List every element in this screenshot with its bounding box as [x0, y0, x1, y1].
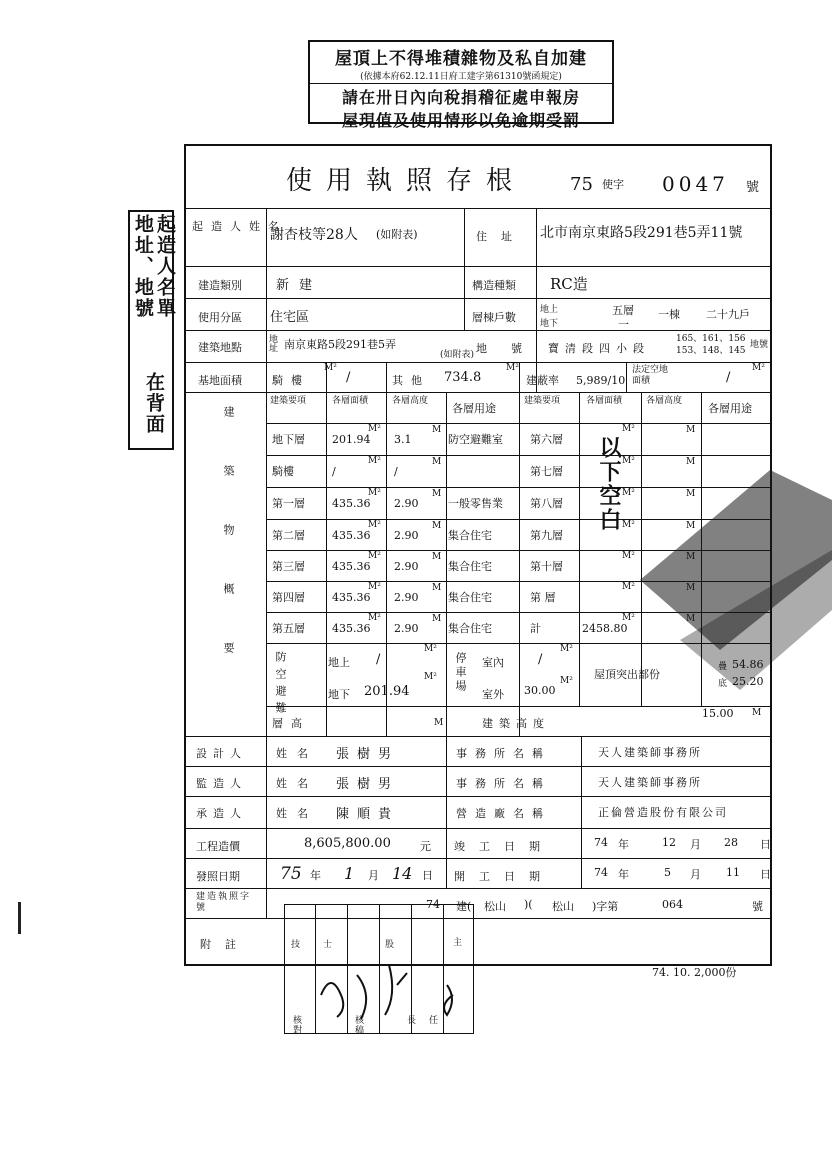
address-label: 住址: [476, 230, 526, 243]
permit-ref-mid: )(: [524, 898, 533, 911]
floor-right-area-unit: M²: [622, 488, 635, 498]
permit-ref-district1: 松山: [484, 900, 506, 913]
issue-year: 75: [280, 864, 302, 884]
stamp-label-b: 對: [293, 1026, 303, 1036]
floor-left-height-unit: M: [432, 521, 442, 531]
stamp-label-1: 技: [291, 940, 301, 950]
issue-m-unit: 月: [368, 869, 379, 882]
parking-outdoor-label: 室外: [482, 688, 504, 701]
person-name-label: 姓名: [276, 807, 318, 820]
applicant-note: (如附表): [376, 228, 418, 241]
floor-right-name: 計: [530, 622, 541, 635]
floors-up: 五層: [612, 304, 634, 317]
start-m-unit: 月: [690, 868, 701, 881]
floor-left-height-unit: M: [432, 614, 442, 624]
site-address: 南京東路5段291巷5弄: [284, 338, 396, 351]
shelter-below-value: 201.94: [364, 684, 410, 699]
floor-left-height: 3.1: [394, 433, 412, 446]
floor-right-height-unit: M: [686, 521, 696, 531]
floor-height-unit: M: [434, 718, 444, 728]
permit-ref-year: 74: [426, 898, 440, 911]
bldg-height-value: 15.00: [702, 707, 734, 720]
floor-left-area: 201.94: [332, 433, 371, 446]
permit-ref-district2: 松山: [552, 900, 574, 913]
notice-box: [308, 40, 614, 130]
permit-ref-number: 064: [662, 898, 683, 911]
zone-value: 住宅區: [270, 310, 310, 325]
floor-right-area-unit: M²: [622, 424, 635, 434]
completion-label: 竣工日期: [454, 840, 554, 853]
floor-left-height-unit: M: [432, 489, 442, 499]
applicant-name: 謝杏枝等28人: [270, 227, 358, 243]
floor-right-area-unit: M²: [622, 551, 635, 561]
building-section-label: 建築物概要: [222, 406, 235, 701]
bldg-height-label: 建築高度: [482, 717, 550, 730]
below-label: 地下: [540, 319, 559, 329]
other-label: 其他: [392, 374, 430, 387]
floor-right-area-unit: M²: [622, 582, 635, 592]
zone-label: 使用分區: [198, 311, 242, 324]
col-head-height: 各層高度: [392, 396, 429, 406]
permit-suffix: 號: [746, 180, 760, 195]
person-name-label: 姓名: [276, 747, 318, 760]
shelter-below-unit: M²: [424, 672, 437, 682]
start-day: 11: [726, 866, 740, 879]
stamp-label-6: 任: [429, 1016, 439, 1026]
floor-left-height-unit: M: [432, 583, 442, 593]
issue-day: 14: [392, 864, 413, 883]
other-value: 734.8: [444, 370, 482, 385]
floor-right-name: 第八層: [530, 497, 563, 510]
completion-month: 12: [662, 836, 676, 849]
floor-left-name: 地下層: [272, 433, 305, 446]
side-note-col1: 起造人名單: [154, 214, 176, 319]
floor-left-area: 435.36: [332, 529, 371, 542]
floor-right-height-unit: M: [686, 457, 696, 467]
roof-value-2: 25.20: [732, 675, 764, 688]
col-head-item-right: 建築要項: [524, 396, 561, 406]
floor-left-area-unit: M²: [368, 582, 381, 592]
handwritten-blank: 以下空白: [596, 436, 622, 532]
side-note-col3: 在背面: [143, 372, 165, 435]
shelter-below-label: 地下: [328, 688, 350, 701]
permit-year: 75: [570, 174, 593, 195]
type-label: 建造類別: [198, 279, 242, 292]
lot-label: 地號: [476, 342, 546, 355]
start-month: 5: [664, 866, 671, 879]
issue-label: 發照日期: [196, 870, 240, 883]
attach-label: 附註: [200, 938, 250, 951]
start-d-unit: 日: [760, 868, 771, 881]
site-note: (如附表): [440, 350, 475, 360]
shelter-above-value: /: [376, 652, 381, 667]
floor-right-name: 第 層: [530, 591, 556, 604]
stamp-label-5: 主: [453, 938, 463, 948]
open-label: 法定空地面積: [632, 365, 669, 386]
person-role: 監造人: [196, 777, 247, 790]
floors-down: 一: [618, 318, 629, 331]
permit-number: 0047: [662, 172, 729, 196]
above-label: 地上: [540, 305, 559, 315]
applicant-label: 起造人姓名: [192, 220, 287, 233]
parking-label: 停車場: [454, 652, 467, 694]
floor-left-area: 435.36: [332, 560, 371, 573]
lot-tail: 地號: [750, 340, 769, 350]
approval-stamp-block: [284, 904, 474, 1034]
lot-line-1: 165、161、156: [676, 334, 746, 344]
floor-left-area-unit: M²: [368, 424, 381, 434]
form-title: 使用執照存根: [286, 166, 527, 196]
floor-left-name: 第二層: [272, 529, 305, 542]
floor-left-use: 集合住宅: [448, 529, 492, 542]
floor-right-name: 第六層: [530, 433, 563, 446]
cost-unit: 元: [420, 840, 431, 853]
arcade-value: /: [346, 370, 351, 385]
person-office-label: 事務所名稱: [456, 747, 551, 760]
col-head-use: 各層用途: [452, 402, 496, 415]
floor-left-height-unit: M: [432, 457, 442, 467]
coverage-label: 建蔽率: [526, 374, 559, 387]
floor-height-label: 層高: [272, 717, 310, 730]
floor-right-name: 第七層: [530, 465, 563, 478]
floor-left-height: /: [394, 465, 398, 478]
area-label: 基地面積: [198, 374, 242, 387]
floor-right-height-unit: M: [686, 425, 696, 435]
site-sub: 地址: [267, 334, 277, 352]
scan-smudge: [620, 470, 832, 770]
side-note-box: [128, 210, 174, 450]
floor-left-area: 435.36: [332, 591, 371, 604]
issue-month: 1: [344, 864, 355, 883]
person-name: 陳順貴: [336, 807, 400, 822]
footer-print-note: 74. 10. 2,000份: [652, 966, 737, 979]
col-head-use-right: 各層用途: [708, 402, 752, 415]
col-head-area: 各層面積: [332, 396, 369, 406]
floor-left-area-unit: M²: [368, 613, 381, 623]
floor-left-name: 騎樓: [272, 465, 294, 478]
arcade-unit: M²: [324, 363, 337, 373]
parking-indoor-label: 室內: [482, 656, 504, 669]
floor-left-height-unit: M: [432, 552, 442, 562]
floor-right-height-unit: M: [686, 489, 696, 499]
floor-right-area-unit: M²: [622, 456, 635, 466]
floor-left-area-unit: M²: [368, 520, 381, 530]
floor-left-use: 防空避難室: [448, 433, 503, 446]
start-year: 74: [594, 866, 608, 879]
stamp-label-2: 士: [323, 940, 333, 950]
floor-right-area-unit: M²: [622, 520, 635, 530]
floor-right-name: 第十層: [530, 560, 563, 573]
start-label: 開工日期: [454, 870, 554, 883]
col-head-area-right: 各層面積: [586, 396, 623, 406]
floor-left-area-unit: M²: [368, 551, 381, 561]
bldg-height-unit: M: [752, 708, 762, 718]
roof-label: 屋頂突出部份: [594, 668, 660, 681]
person-name-label: 姓名: [276, 777, 318, 790]
permit-ref-end: 號: [752, 900, 763, 913]
completion-day: 28: [724, 836, 738, 849]
floor-left-height: 2.90: [394, 560, 419, 573]
site-label: 建築地點: [198, 341, 242, 354]
parking-outdoor-value: 30.00: [524, 684, 556, 697]
person-office-label: 事務所名稱: [456, 777, 551, 790]
floor-right-area-unit: M²: [622, 613, 635, 623]
floor-right-name: 第九層: [530, 529, 563, 542]
applicant-address: 北市南京東路5段291巷5弄11號: [540, 225, 743, 241]
person-name: 張樹男: [336, 777, 400, 792]
col-head-height-right: 各層高度: [646, 396, 683, 406]
cost-value: 8,605,800.00: [304, 836, 391, 851]
stamp-label-4: 長: [407, 1016, 417, 1026]
start-y-unit: 年: [618, 868, 629, 881]
structure-label: 構造種類: [472, 279, 516, 292]
roof-value-1: 54.86: [732, 658, 764, 671]
notice-line-1: 屋頂上不得堆積雜物及私自加建: [335, 49, 587, 69]
person-office: 正倫營造股份有限公司: [598, 806, 728, 819]
permit-label: 建造執照字號: [196, 892, 252, 913]
shelter-above-label: 地上: [328, 656, 350, 669]
completion-year: 74: [594, 836, 608, 849]
arcade-label: 騎樓: [272, 374, 310, 387]
buildings: 一棟: [658, 308, 680, 321]
floor-left-name: 第五層: [272, 622, 305, 635]
side-note-col2: 地址、地號: [132, 214, 154, 319]
person-office: 天人建築師事務所: [598, 776, 702, 789]
roof-prefix-1: 疊: [718, 662, 728, 672]
notice-line-4: 屋現值及使用情形以免逾期受罰: [341, 111, 580, 130]
floor-left-name: 第三層: [272, 560, 305, 573]
open-unit: M²: [752, 363, 765, 373]
floor-left-use: 集合住宅: [448, 591, 492, 604]
floor-left-area-unit: M²: [368, 488, 381, 498]
floor-left-height: 2.90: [394, 529, 419, 542]
person-office: 天人建築師事務所: [598, 746, 702, 759]
floor-left-height-unit: M: [432, 425, 442, 435]
floor-left-use: 一般零售業: [448, 497, 503, 510]
notice-line-2: (依據本府62.12.11日府工建字第61310號函規定): [360, 72, 562, 82]
floor-left-area: /: [332, 465, 336, 478]
issue-d-unit: 日: [422, 869, 433, 882]
floors-label: 層棟戶數: [472, 311, 516, 324]
permit-ref-prefix: 建(: [456, 900, 472, 913]
stamp-label-c: 核: [355, 1016, 365, 1026]
floor-left-area: 435.36: [332, 622, 371, 635]
type-value: 新建: [276, 278, 323, 293]
parking-indoor-value: /: [538, 652, 543, 667]
floor-right-area: 2458.80: [582, 622, 628, 635]
floor-left-area-unit: M²: [368, 456, 381, 466]
floor-left-area: 435.36: [332, 497, 371, 510]
permit-char: 使字: [602, 178, 624, 191]
floor-left-height: 2.90: [394, 497, 419, 510]
floor-left-use: 集合住宅: [448, 622, 492, 635]
person-role: 設計人: [196, 747, 247, 760]
notice-line-3: 請在卅日內向稅捐稽征處申報房: [341, 88, 580, 107]
completion-d-unit: 日: [760, 838, 771, 851]
cost-label: 工程造價: [196, 840, 240, 853]
floor-left-name: 第一層: [272, 497, 305, 510]
completion-m-unit: 月: [690, 838, 701, 851]
floor-left-height: 2.90: [394, 591, 419, 604]
stamp-label-3: 股: [385, 940, 395, 950]
completion-y-unit: 年: [618, 838, 629, 851]
structure-value: RC造: [550, 275, 588, 293]
parking-outdoor-unit: M²: [560, 676, 573, 686]
col-head-item: 建築要項: [270, 396, 307, 406]
open-value: /: [726, 370, 731, 385]
person-role: 承造人: [196, 807, 247, 820]
issue-y-unit: 年: [310, 869, 321, 882]
roof-prefix-2: 底: [718, 679, 728, 689]
stamp-label-d: 稿: [355, 1026, 365, 1036]
coverage-value: 5,989/10: [576, 374, 626, 387]
stamp-label-a: 核: [293, 1016, 303, 1026]
person-name: 張樹男: [336, 747, 400, 762]
floor-left-name: 第四層: [272, 591, 305, 604]
lot-line-2: 153、148、145: [676, 346, 746, 356]
permit-ref-suffix: )字第: [592, 900, 619, 913]
person-office-label: 營造廠名稱: [456, 807, 551, 820]
shelter-label: 防空避難: [274, 651, 287, 719]
signature-marks: [317, 955, 471, 1025]
households: 二十九戶: [706, 308, 750, 321]
floor-left-use: 集合住宅: [448, 560, 492, 573]
lot-section: 寶清段四小段: [548, 342, 650, 355]
parking-indoor-unit: M²: [560, 644, 573, 654]
shelter-above-unit: M²: [424, 644, 437, 654]
scan-mark: [18, 902, 21, 934]
floor-left-height: 2.90: [394, 622, 419, 635]
other-unit: M²: [506, 363, 519, 373]
